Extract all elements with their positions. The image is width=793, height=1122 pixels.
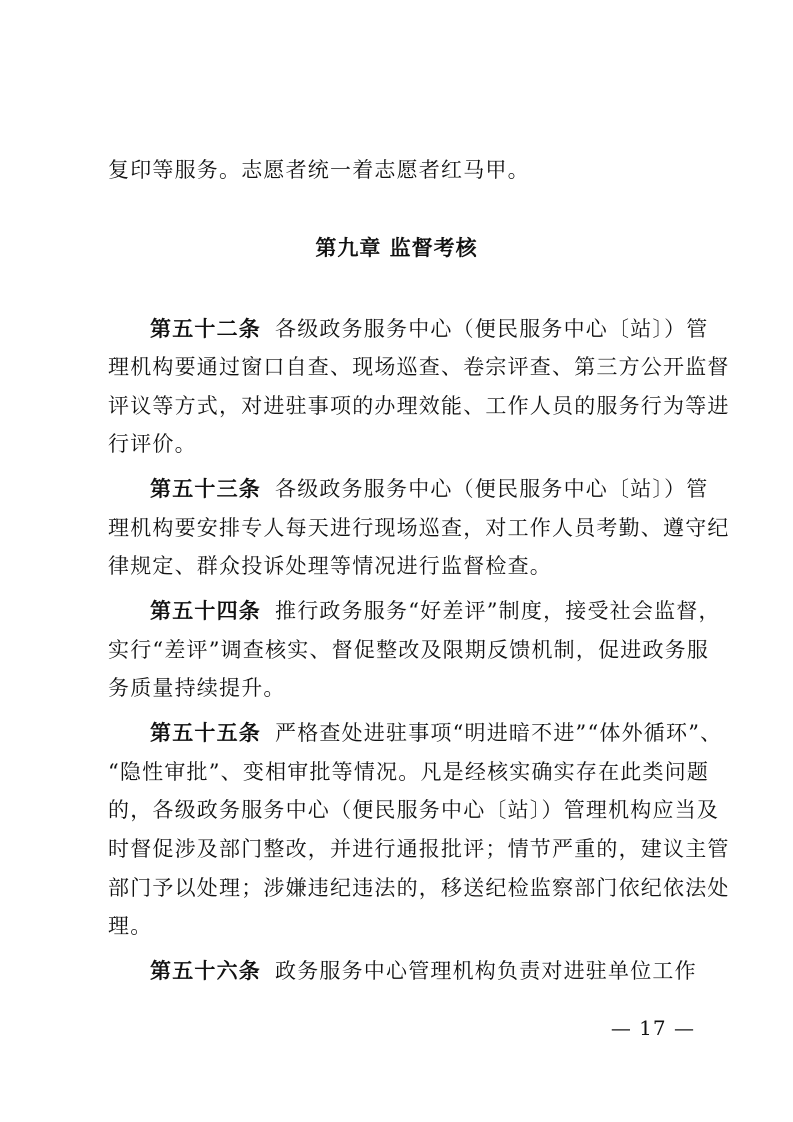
article-55-line-2: “隐性审批”、变相审批等情况。凡是经核实确实存在此类问题 xyxy=(108,760,710,784)
article-55-line-6: 理。 xyxy=(108,914,153,938)
article-55-line-1 xyxy=(150,718,723,748)
article-53-text: 各级政务服务中心（便民服务中心〔站〕）管 xyxy=(275,477,709,501)
article-52-line-1 xyxy=(150,314,709,344)
article-53-title: 第五十三条 xyxy=(150,477,261,501)
article-52-line-2: 理机构要通过窗口自查、现场巡查、卷宗评查、第三方公开监督 xyxy=(108,355,730,379)
article-55-line-3: 的，各级政务服务中心（便民服务中心〔站〕）管理机构应当及 xyxy=(108,798,720,822)
article-56-title: 第五十六条 xyxy=(150,959,261,983)
article-54-title: 第五十四条 xyxy=(150,599,261,623)
lead-text: 复印等服务。志愿者统一着志愿者红马甲。 xyxy=(108,158,530,182)
article-56-text: 政务服务中心管理机构负责对进驻单位工作 xyxy=(275,959,697,983)
article-55-line-4: 时督促涉及部门整改，并进行通报批评；情节严重的，建议主管 xyxy=(108,837,730,861)
article-54-line-2: 实行“差评”调查核实、督促整改及限期反馈机制，促进政务服 xyxy=(108,638,710,662)
article-55-title: 第五十五条 xyxy=(150,721,261,745)
article-52-title: 第五十二条 xyxy=(150,317,261,341)
page-number: — 17 — xyxy=(610,1016,695,1040)
article-55-line-5: 部门予以处理；涉嫌违纪违法的，移送纪检监察部门依纪依法处 xyxy=(108,876,730,900)
article-54-text: 推行政务服务“好差评”制度，接受社会监督， xyxy=(275,599,721,623)
article-54-line-1 xyxy=(150,596,721,626)
chapter-title: 第九章 监督考核 xyxy=(315,236,478,260)
article-56-line-1 xyxy=(150,956,698,986)
article-53-line-1 xyxy=(150,474,709,504)
article-52-line-4: 行评价。 xyxy=(108,432,197,456)
article-55-text: 严格查处进驻事项“明进暗不进”“体外循环”、 xyxy=(275,721,723,745)
article-53-line-3: 律规定、群众投诉处理等情况进行监督检查。 xyxy=(108,554,552,578)
article-52-line-3: 评议等方式，对进驻事项的办理效能、工作人员的服务行为等进 xyxy=(108,394,730,418)
article-52-text: 各级政务服务中心（便民服务中心〔站〕）管 xyxy=(275,317,709,341)
article-53-line-2: 理机构要安排专人每天进行现场巡查，对工作人员考勤、遵守纪 xyxy=(108,516,730,540)
article-54-line-3: 务质量持续提升。 xyxy=(108,676,286,700)
